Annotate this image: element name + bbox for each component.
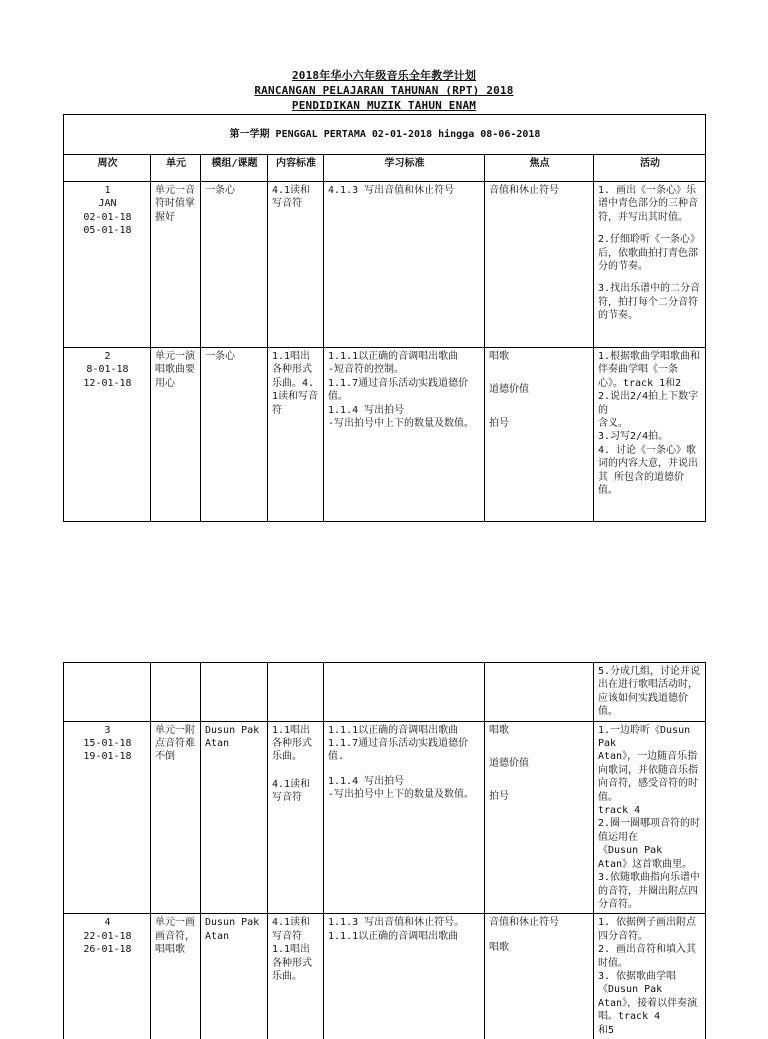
unit-cell: 单元一画画音符，唱唱歌 <box>151 914 201 1039</box>
column-header-topic: 模组/课题 <box>201 155 268 182</box>
table-row <box>64 182 706 348</box>
column-header-week: 周次 <box>64 155 151 182</box>
lesson-plan-table-continued <box>63 662 706 1039</box>
table-row <box>64 914 706 1039</box>
activities-cell: 5.分成几组，讨论并说出在进行歌唱活动时，应该如何实践道德价值。 <box>594 663 706 722</box>
content-standard-cell: 1.1唱出各种形式乐曲。 4.1读和写音符 <box>268 721 324 914</box>
document-subtitle-subject: PENDIDIKAN MUZIK TAHUN ENAM <box>291 99 477 112</box>
term-header: 第一学期 PENGGAL PERTAMA 02-01-2018 hingga 08-06-2018 <box>64 115 706 155</box>
table-row <box>64 721 706 914</box>
table-row <box>64 348 706 522</box>
week-cell: 3 15-01-18 19-01-18 <box>64 721 151 914</box>
topic-cell: Dusun Pak Atan <box>201 721 268 914</box>
document-title: 2018年华小六年级音乐全年教学计划 <box>291 69 477 82</box>
content-standard-cell <box>268 663 324 722</box>
unit-cell <box>151 663 201 722</box>
table-row <box>64 663 706 722</box>
column-header-activities: 活动 <box>594 155 706 182</box>
lesson-plan-table <box>63 114 706 522</box>
week-cell: 1 JAN 02-01-18 05-01-18 <box>64 182 151 348</box>
focus-cell: 音值和休止符号 唱歌 <box>485 914 594 1039</box>
learning-standard-cell: 1.1.3 写出音值和休止符号。 1.1.1以正确的音调唱出歌曲 <box>324 914 485 1039</box>
week-cell <box>64 663 151 722</box>
topic-cell: 一条心 <box>201 182 268 348</box>
content-standard-cell: 4.1读和写音符 <box>268 182 324 348</box>
column-header-unit: 单元 <box>151 155 201 182</box>
week-cell: 2 8-01-18 12-01-18 <box>64 348 151 522</box>
topic-cell: 一条心 <box>201 348 268 522</box>
column-header-learning-standard: 学习标准 <box>324 155 485 182</box>
focus-cell: 音值和休止符号 <box>485 182 594 348</box>
topic-cell: Dusun Pak Atan <box>201 914 268 1039</box>
column-header-content-standard: 内容标准 <box>268 155 324 182</box>
focus-cell: 唱歌 道德价值 拍号 <box>485 348 594 522</box>
document-header <box>0 68 768 113</box>
activities-cell: 1. 依据例子画出附点四分音符。 2. 画出音符和填入其时值。 3. 依据歌曲学唱 《Dusun Pak Atan》，接着以伴奏演唱。track 4 和5 <box>594 914 706 1039</box>
activities-cell: 1.根据歌曲学唱歌曲和伴奏曲学唱《一条 心》。track 1和2 2.说出2/4拍上下数字的 含义。 3.习写2/4拍。 4. 讨论《一条心》歌词的内容大意，并说出其 所包含的道德价 值。 <box>594 348 706 522</box>
learning-standard-cell: 1.1.1以正确的音调唱出歌曲 -短音符的控制。 1.1.7通过音乐活动实践道德价值。 1.1.4 写出拍号 -写出拍号中上下的数量及数值。 <box>324 348 485 522</box>
learning-standard-cell: 4.1.3 写出音值和休止符号 <box>324 182 485 348</box>
activities-cell: 1. 画出《一条心》乐谱中青色部分的三种音符，并写出其时值。 2.仔细聆听《一条心》后，依歌曲拍打青色部分的节奏。 3.找出乐谱中的二分音符，拍打每个二分音符的节奏。 <box>594 182 706 348</box>
week-cell: 4 22-01-18 26-01-18 <box>64 914 151 1039</box>
learning-standard-cell <box>324 663 485 722</box>
unit-cell: 单元一演唱歌曲要用心 <box>151 348 201 522</box>
focus-cell: 唱歌 道德价值 拍号 <box>485 721 594 914</box>
activities-cell: 1.一边聆听《Dusun Pak Atan》，一边随音乐指向歌词，并依随音乐指向音符，感受音符的时值。 track 4 2.圈一圈哪项音符的时值运用在 《Dusun Pak Atan》这首歌曲里。 3.依随歌曲指向乐谱中的音符，并圈出附点四分音符。 <box>594 721 706 914</box>
content-standard-cell: 1.1唱出各种形式乐曲。4.1读和写音符 <box>268 348 324 522</box>
document-subtitle-rpt: RANCANGAN PELAJARAN TAHUNAN (RPT) 2018 <box>254 84 514 97</box>
column-header-focus: 焦点 <box>485 155 594 182</box>
content-standard-cell: 4.1读和写音符 1.1唱出各种形式乐曲。 <box>268 914 324 1039</box>
learning-standard-cell: 1.1.1以正确的音调唱出歌曲 1.1.7通过音乐活动实践道德价值. 1.1.4 写出拍号 -写出拍号中上下的数量及数值。 <box>324 721 485 914</box>
table-header-row <box>64 155 706 182</box>
topic-cell <box>201 663 268 722</box>
focus-cell <box>485 663 594 722</box>
unit-cell: 单元一附点音符难不倒 <box>151 721 201 914</box>
unit-cell: 单元一音符时值掌握好 <box>151 182 201 348</box>
